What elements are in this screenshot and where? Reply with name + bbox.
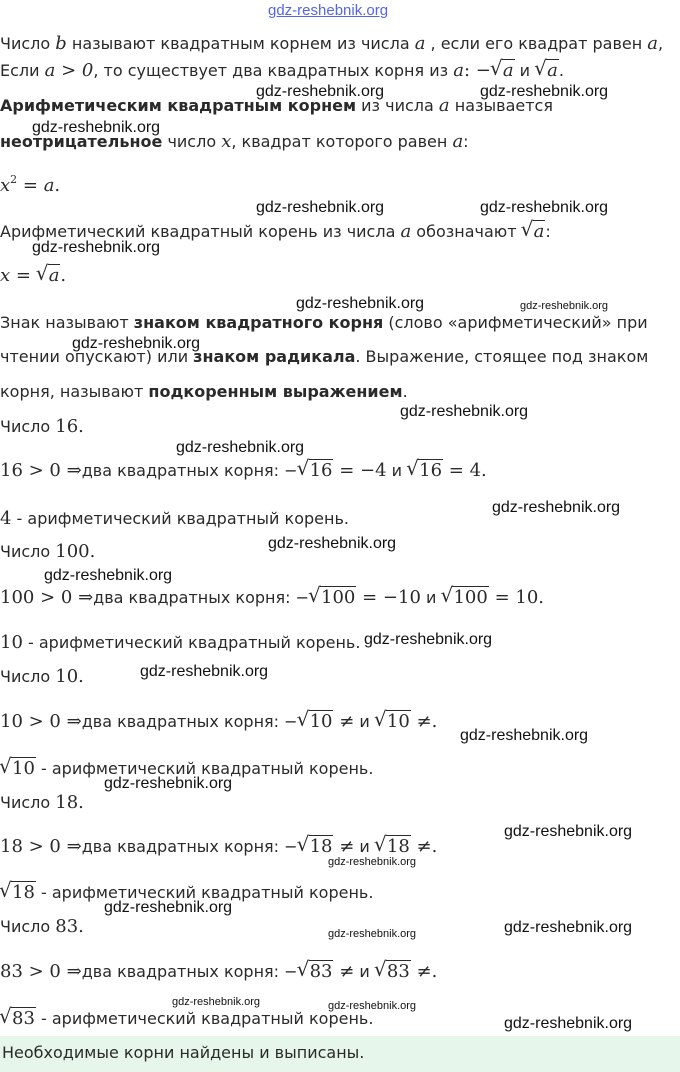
neq-icon: ≠ <box>339 711 355 732</box>
arrow-icon: ⇒ <box>78 587 94 608</box>
intro-line-1: Число b называют квадратным корнем из числа a , если его квадрат равен a, <box>0 33 664 54</box>
watermark: gdz-reshebnik.org <box>296 295 425 312</box>
watermark: gdz-reshebnik.org <box>328 1000 417 1012</box>
watermark: gdz-reshebnik.org <box>172 996 261 1008</box>
example-roots: 100 > 0 ⇒два квадратных корня: −√ 100 = −10 и √ 100 = 10. <box>0 587 544 609</box>
sqrt-symbol: √ 18 <box>375 836 411 858</box>
arrow-icon: ⇒ <box>66 961 82 982</box>
watermark: gdz-reshebnik.org <box>480 83 609 100</box>
watermark: gdz-reshebnik.org <box>256 199 385 216</box>
formula-x-equals-sqrt: x = √ a. <box>0 265 66 287</box>
example-roots: 16 > 0 ⇒два квадратных корня: −√ 16 = −4 и √ 16 = 4. <box>0 460 487 482</box>
intro-line-3: Арифметическим квадратным корнем из числа a называется <box>0 95 553 116</box>
example-arith: √ 83 - арифметический квадратный корень. <box>0 1008 373 1030</box>
example-roots: 18 > 0 ⇒два квадратных корня: −√ 18 ≠ и √ 18 ≠. <box>0 836 437 858</box>
neq-icon: ≠ <box>416 961 432 982</box>
watermark: gdz-reshebnik.org <box>140 663 269 680</box>
arrow-icon: ⇒ <box>66 711 82 732</box>
sqrt-symbol: √ a <box>522 221 546 243</box>
watermark: gdz-reshebnik.org <box>504 823 633 840</box>
neq-icon: ≠ <box>339 961 355 982</box>
sqrt-symbol: √ 10 <box>298 711 334 733</box>
sqrt-symbol: √ 10 <box>0 758 36 780</box>
watermark: gdz-reshebnik.org <box>32 119 161 136</box>
intro-line-4: неотрицательное число x, квадрат которого равен a: <box>0 131 469 152</box>
watermark: gdz-reshebnik.org <box>104 899 233 916</box>
sqrt-symbol: √ 18 <box>0 882 36 904</box>
arrow-icon: ⇒ <box>66 460 82 481</box>
sqrt-symbol: √ 100 <box>309 587 356 609</box>
sqrt-symbol: √ 83 <box>0 1008 36 1030</box>
intro-line-8: корня, называют подкоренным выражением. <box>0 382 408 401</box>
watermark: gdz-reshebnik.org <box>400 403 529 420</box>
example-arith: 10 - арифметический квадратный корень. <box>0 632 361 653</box>
intro-line-5: Арифметический квадратный корень из числа a обозначают √ a: <box>0 221 551 243</box>
sqrt-symbol: √ a <box>37 265 61 287</box>
watermark: gdz-reshebnik.org <box>104 775 233 792</box>
watermark: gdz-reshebnik.org <box>32 239 161 256</box>
sqrt-symbol: √ 83 <box>375 961 411 983</box>
sqrt-symbol: √ 100 <box>441 587 488 609</box>
example-heading: Число 18. <box>0 792 84 813</box>
watermark-top-link[interactable]: gdz-reshebnik.org <box>268 2 389 19</box>
example-heading: Число 83. <box>0 916 84 937</box>
sqrt-symbol: √ 83 <box>298 961 334 983</box>
sqrt-symbol: √ a <box>535 60 559 82</box>
example-arith: √ 18 - арифметический квадратный корень. <box>0 882 373 904</box>
sqrt-symbol: √ 10 <box>375 711 411 733</box>
arrow-icon: ⇒ <box>66 836 82 857</box>
neq-icon: ≠ <box>339 836 355 857</box>
intro-line-2: Если a > 0, то существует два квадратных корня из a: −√ a и √ a. <box>0 60 564 82</box>
neq-icon: ≠ <box>416 711 432 732</box>
example-roots: 83 > 0 ⇒два квадратных корня: −√ 83 ≠ и √ 83 ≠. <box>0 961 437 983</box>
watermark: gdz-reshebnik.org <box>520 300 609 312</box>
example-heading: Число 10. <box>0 666 84 687</box>
example-heading: Число 16. <box>0 416 84 437</box>
intro-line-7: чтении опускают) или знаком радикала. Выражение, стоящее под знаком <box>0 347 649 366</box>
intro-line-6: Знак называют знаком квадратного корня (слово «арифметический» при <box>0 313 648 332</box>
watermark: gdz-reshebnik.org <box>328 928 417 940</box>
watermark: gdz-reshebnik.org <box>176 439 305 456</box>
watermark: gdz-reshebnik.org <box>504 1015 633 1032</box>
neq-icon: ≠ <box>416 836 432 857</box>
example-roots: 10 > 0 ⇒два квадратных корня: −√ 10 ≠ и √ 10 ≠. <box>0 711 437 733</box>
watermark: gdz-reshebnik.org <box>504 919 633 936</box>
sqrt-symbol: √ 18 <box>298 836 334 858</box>
sqrt-symbol: √ 16 <box>298 460 334 482</box>
formula-x-squared: $x^2 = a$. <box>0 173 61 196</box>
example-heading: Число 100. <box>0 541 96 562</box>
sqrt-symbol: √ a <box>491 60 515 82</box>
watermark: gdz-reshebnik.org <box>492 499 621 516</box>
watermark: gdz-reshebnik.org <box>72 335 201 352</box>
watermark: gdz-reshebnik.org <box>256 83 385 100</box>
example-arith: 4 - арифметический квадратный корень. <box>0 508 349 529</box>
watermark: gdz-reshebnik.org <box>364 631 493 648</box>
example-arith: √ 10 - арифметический квадратный корень. <box>0 758 373 780</box>
sqrt-symbol: √ 16 <box>407 460 443 482</box>
watermark: gdz-reshebnik.org <box>460 727 589 744</box>
conclusion-text: Необходимые корни найдены и выписаны. <box>2 1043 365 1062</box>
watermark: gdz-reshebnik.org <box>44 567 173 584</box>
watermark: gdz-reshebnik.org <box>328 856 417 868</box>
watermark: gdz-reshebnik.org <box>268 535 397 552</box>
watermark: gdz-reshebnik.org <box>480 199 609 216</box>
